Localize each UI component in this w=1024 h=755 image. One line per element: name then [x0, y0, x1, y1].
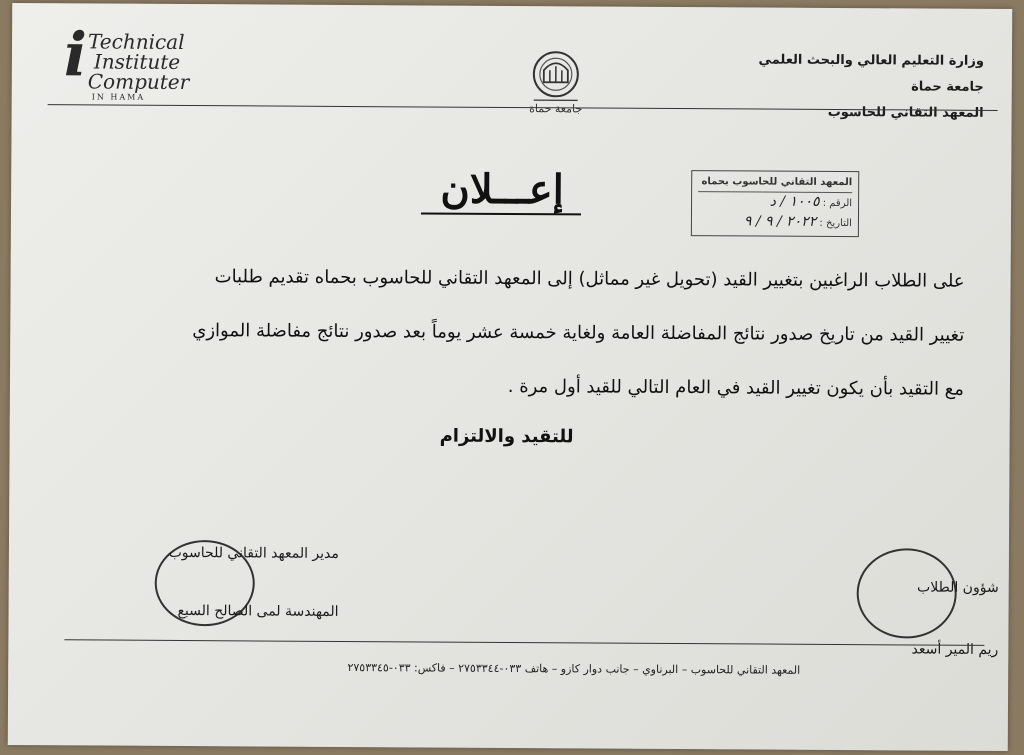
- ministry-header: [754, 47, 984, 126]
- stamp-date-value: ٢٠٢٢ / ٩ / ٩: [743, 213, 817, 230]
- stamp-number-row: [698, 192, 852, 213]
- director-title: مدير المعهد التقاني للحاسوب: [168, 544, 339, 562]
- director-name: المهندسة لمى الصالح السبع: [177, 602, 339, 620]
- announcement-line-2: تغيير القيد من تاريخ صدور نتائج المفاضلة العامة ولغاية خمسة عشر يوماً بعد صدور نتائج مفاضلة الموازي: [192, 320, 965, 346]
- reference-stamp: [691, 170, 859, 237]
- emblem-caption: جامعة حماة: [529, 102, 583, 116]
- student-affairs-title: شؤون الطلاب: [917, 579, 999, 596]
- title-underline: [421, 212, 581, 215]
- stamp-number-label: الرقم :: [822, 197, 853, 210]
- director-signature-block: [98, 523, 339, 640]
- announcement-line-1: على الطلاب الراغبين بتغيير القيد (تحويل غير مماثل) إلى المعهد التقاني للحاسوب بحماه تقديم طلبات: [214, 266, 965, 292]
- stamp-number-value: ١٠٠٥ / د: [769, 193, 820, 210]
- institute-logo: [60, 20, 260, 106]
- logo-line-technical: Technical: [87, 29, 185, 55]
- logo-line-institute: Institute: [93, 49, 181, 74]
- ministry-line-2: جامعة حماة: [911, 79, 984, 95]
- footer-address: المعهد التقاني للحاسوب – البرناوي – جانب دوار كازو – هاتف ٠٣٣-٢٧٥٣٣٤٤ – فاكس: ٠٣٣-٢٧٥٣٣٤٥: [347, 661, 801, 677]
- announcement-line-3: مع التقيد بأن يكون تغيير القيد في العام التالي للقيد أول مرة .: [507, 375, 964, 400]
- student-affairs-signature-block: [848, 556, 999, 681]
- logo-line-computer: Computer: [87, 69, 190, 95]
- ministry-line-1: وزارة التعليم العالي والبحث العلمي: [758, 52, 984, 69]
- ministry-line-3: المعهد التقاني للحاسوب: [827, 104, 984, 121]
- announcement-closing: للتقيد والالتزام: [439, 425, 574, 448]
- logo-line-city: IN HAMA: [91, 92, 146, 102]
- stamp-date-row: [698, 212, 852, 233]
- student-affairs-name: ريم المير أسعد: [911, 641, 999, 658]
- logo-monogram: i: [63, 20, 87, 91]
- footer-divider: [64, 639, 984, 646]
- stamp-date-label: التاريخ :: [819, 217, 852, 230]
- stamp-institute: المعهد التقاني للحاسوب بحماه: [698, 173, 852, 193]
- announcement-title: إعـــلان: [440, 165, 564, 214]
- document-page: [8, 3, 1013, 751]
